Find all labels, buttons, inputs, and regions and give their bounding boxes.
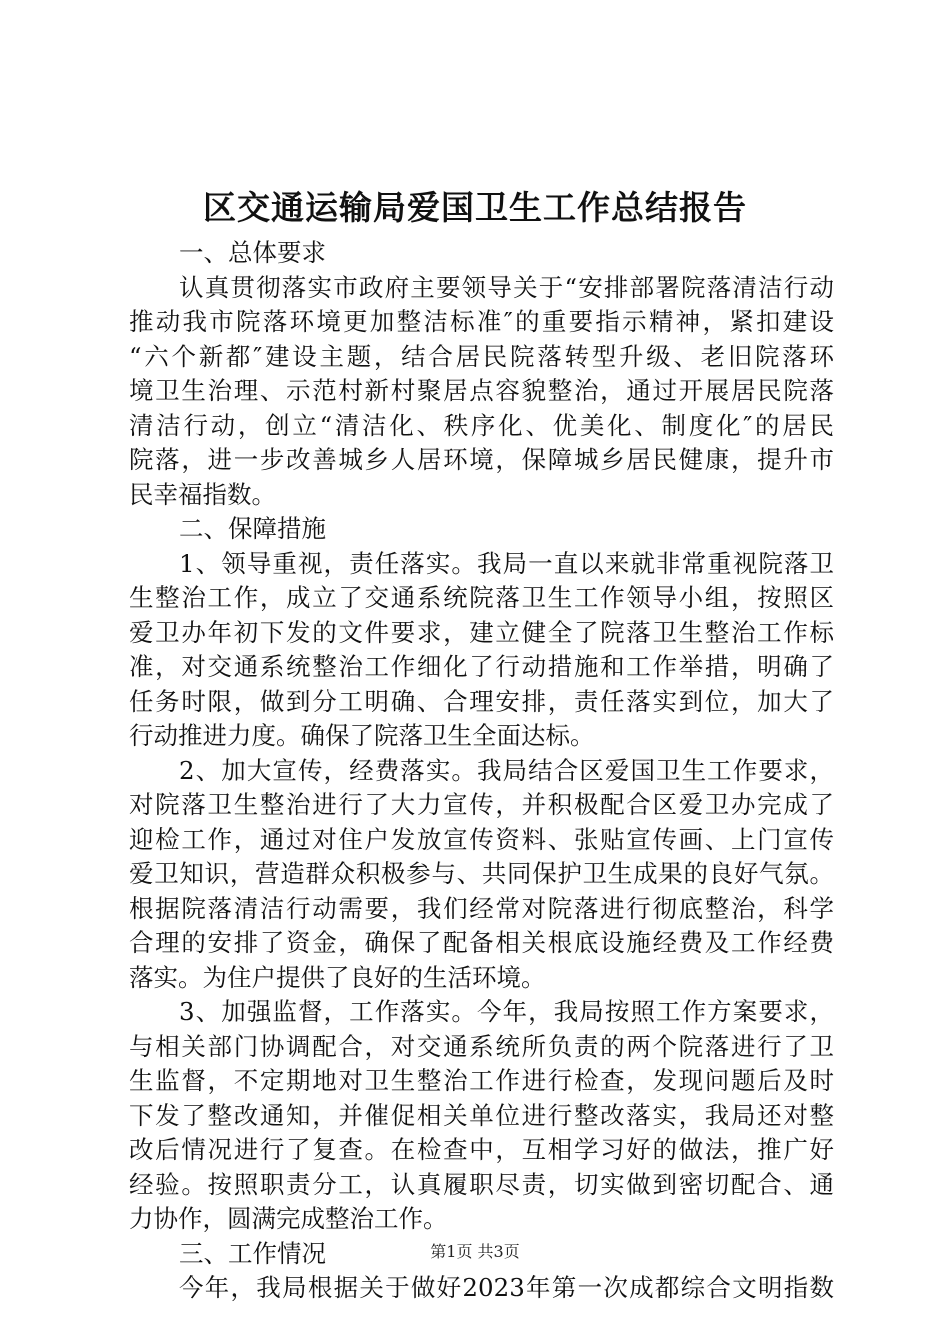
paragraph-line: 认真贯彻落实市政府主要领导关于“安排部署院落清洁行动 (179, 272, 834, 302)
paragraph-line: 迎检工作，通过对住户发放宣传资料、张贴宣传画、上门宣传 (129, 824, 834, 854)
paragraph-line: 下发了整改通知，并催促相关单位进行整改落实，我局还对整 (129, 1100, 834, 1130)
paragraph-line: 生整治工作，成立了交通系统院落卫生工作领导小组，按照区 (129, 583, 834, 612)
document-body (129, 236, 834, 1306)
paragraph-line: 1、领导重视，责任落实。我局一直以来就非常重视院落卫 (179, 548, 834, 578)
paragraph-line: 对院落卫生整治进行了大力宣传，并积极配合区爱卫办完成了 (129, 790, 834, 819)
paragraph-line: 生监督，不定期地对卫生整治工作进行检查，发现问题后及时 (129, 1066, 834, 1095)
page-footer: 第1页 共3页 (430, 1242, 520, 1261)
paragraph-line: 经验。按照职责分工，认真履职尽责，切实做到密切配合、通 (129, 1169, 834, 1199)
paragraph-line: 民幸福指数。 (129, 479, 276, 509)
paragraph-line: 行动推进力度。确保了院落卫生全面达标。 (129, 721, 595, 750)
paragraph-line: 合理的安排了资金，确保了配备相关根底设施经费及工作经费 (129, 928, 834, 957)
paragraph-line: 爱卫办年初下发的文件要求，建立健全了院落卫生整治工作标 (129, 617, 834, 647)
paragraph-line: 与相关部门协调配合，对交通系统所负责的两个院落进行了卫 (129, 1031, 834, 1061)
paragraph-line: 力协作，圆满完成整治工作。 (129, 1204, 448, 1233)
paragraph-line: 院落，进一步改善城乡人居环境，保障城乡居民健康，提升市 (129, 445, 834, 474)
section-heading: 二、保障措施 (179, 514, 326, 543)
paragraph-line: 改后情况进行了复查。在检查中，互相学习好的做法，推广好 (129, 1135, 834, 1164)
paragraph-line: 根据院落清洁行动需要，我们经常对院落进行彻底整治，科学 (129, 893, 834, 923)
section-heading: 三、工作情况 (179, 1238, 326, 1268)
paragraph-line: 3、加强监督，工作落实。今年，我局按照工作方案要求， (179, 997, 834, 1026)
section-heading: 一、总体要求 (179, 238, 326, 267)
paragraph-line: 今年，我局根据关于做好2023年第一次成都综合文明指数 (179, 1273, 834, 1302)
paragraph-line: 落实。为住户提供了良好的生活环境。 (129, 962, 546, 992)
paragraph-line: 境卫生治理、示范村新村聚居点容貌整治，通过开展居民院落 (129, 376, 834, 405)
paragraph-line: 推动我市院落环境更加整洁标准″的重要指示精神，紧扣建设 (129, 307, 834, 336)
paragraph-line: “六个新都″建设主题，结合居民院落转型升级、老旧院落环 (129, 341, 834, 371)
paragraph-line: 清洁行动，创立“清洁化、秩序化、优美化、制度化″的居民 (129, 410, 834, 440)
paragraph-line: 爱卫知识，营造群众积极参与、共同保护卫生成果的良好气氛。 (129, 859, 834, 888)
paragraph-line: 准，对交通系统整治工作细化了行动措施和工作举措，明确了 (129, 652, 834, 681)
paragraph-line: 2、加大宣传，经费落实。我局结合区爱国卫生工作要求， (179, 755, 834, 785)
paragraph-line: 任务时限，做到分工明确、合理安排，责任落实到位，加大了 (129, 686, 834, 716)
document-title: 区交通运输局爱国卫生工作总结报告 (203, 188, 747, 227)
